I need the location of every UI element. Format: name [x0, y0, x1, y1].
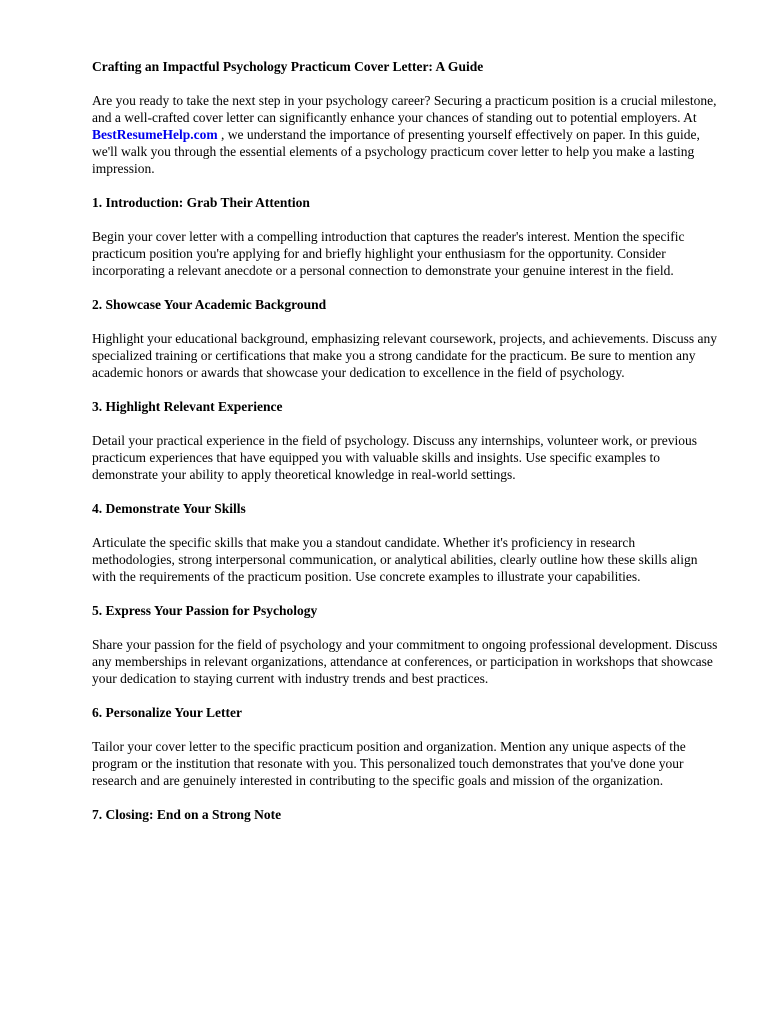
- document-title: Crafting an Impactful Psychology Practicum Cover Letter: A Guide: [92, 59, 484, 74]
- section-heading-2: 2. Showcase Your Academic Background: [92, 297, 327, 312]
- section-paragraph-3: Detail your practical experience in the field of psychology. Discuss any internships, volunteer work, or previous practicum experiences that have equipped you with valuable skills and insights. Use specific examples to demonstrate your ability to apply theoretical knowledge in real-world settings.: [92, 433, 697, 482]
- intro-text-before-link: Are you ready to take the next step in your psychology career? Securing a practicum position is a crucial milestone, and a well-crafted cover letter can significantly enhance your chances of standing out to potential employers. At: [92, 93, 717, 125]
- document-content: [92, 58, 719, 823]
- section-heading-5: 5. Express Your Passion for Psychology: [92, 603, 318, 618]
- section-paragraph-5: Share your passion for the field of psychology and your commitment to ongoing professional development. Discuss any memberships in relevant organizations, attendance at conferences, or participation in workshops that showcase your dedication to staying current with industry trends and best practices.: [92, 637, 718, 686]
- section-heading-1: 1. Introduction: Grab Their Attention: [92, 195, 310, 210]
- section-heading-7: 7. Closing: End on a Strong Note: [92, 807, 282, 822]
- section-paragraph-2: Highlight your educational background, emphasizing relevant coursework, projects, and achievements. Discuss any specialized training or certifications that make you a strong candidate for the practicum. Be sure to mention any academic honors or awards that showcase your dedication to excellence in the field of psychology.: [92, 331, 717, 380]
- section-paragraph-6: Tailor your cover letter to the specific practicum position and organization. Mention any unique aspects of the program or the institution that resonate with you. This personalized touch demonstrates that you've done your research and are genuinely interested in contributing to the specific goals and mission of the organization.: [92, 739, 686, 788]
- section-paragraph-4: Articulate the specific skills that make you a standout candidate. Whether it's proficiency in research methodologies, strong interpersonal communication, or analytical abilities, clearly outline how these skills align with the requirements of the practicum position. Use concrete examples to illustrate your capabilities.: [92, 535, 698, 584]
- section-paragraph-1: Begin your cover letter with a compelling introduction that captures the reader's interest. Mention the specific practicum position you're applying for and briefly highlight your enthusiasm for the opportunity. Consider incorporating a relevant anecdote or a personal connection to demonstrate your genuine interest in the field.: [92, 229, 685, 278]
- intro-paragraph: [92, 92, 719, 177]
- section-heading-6: 6. Personalize Your Letter: [92, 705, 242, 720]
- section-heading-4: 4. Demonstrate Your Skills: [92, 501, 246, 516]
- section-heading-3: 3. Highlight Relevant Experience: [92, 399, 283, 414]
- bestresumehelp-link[interactable]: BestResumeHelp.com: [92, 127, 218, 142]
- intro-text-after-link: , we understand the importance of presenting yourself effectively on paper. In this guide, we'll walk you through the essential elements of a psychology practicum cover letter to help you make a lasting impression.: [92, 127, 700, 176]
